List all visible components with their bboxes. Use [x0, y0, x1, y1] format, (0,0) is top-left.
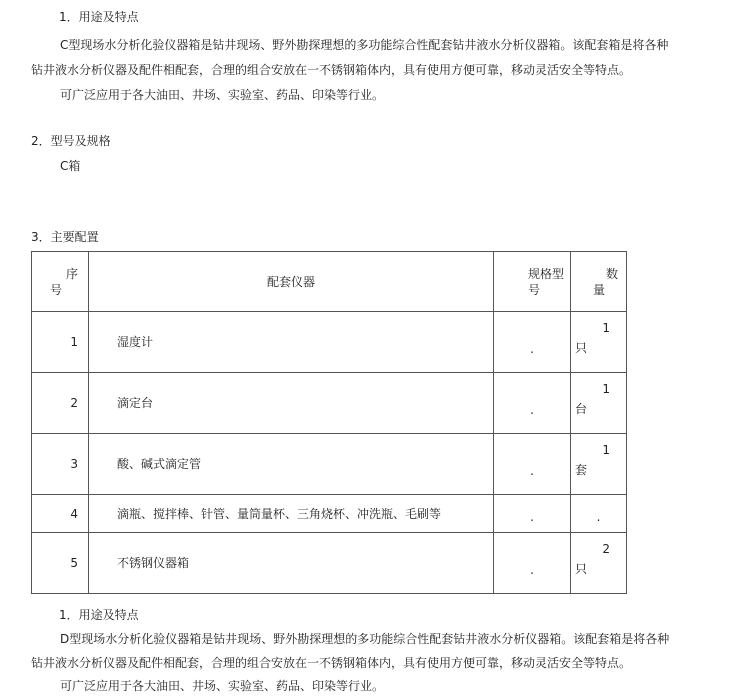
- row-spec: .: [494, 312, 571, 373]
- row-qty: [571, 434, 627, 495]
- section-2-heading: 2．型号及规格: [31, 134, 111, 148]
- row-instrument: 酸、碱式滴定管: [89, 434, 494, 495]
- row-instrument: 滴瓶、搅拌棒、针管、量筒量杯、三角烧杯、冲洗瓶、毛刷等: [89, 495, 494, 533]
- header-spec-line-1: 规格型: [527, 266, 564, 281]
- footer-paragraph-line-2: 钻井液水分析仪器及配件相配套，合理的组合安放在一不锈钢箱体内，具有使用方便可靠，移动灵活安全等特点。: [31, 656, 632, 670]
- row-seq: 4: [32, 495, 89, 533]
- row-qty-unit: 套: [575, 463, 588, 477]
- model-value: C箱: [60, 159, 81, 173]
- row-qty-number: 1: [602, 382, 610, 396]
- row-spec: .: [494, 533, 571, 594]
- table-row: [32, 533, 627, 594]
- row-qty-number: 2: [602, 542, 610, 556]
- row-qty-unit: 只: [575, 341, 588, 355]
- table-row: [32, 495, 627, 533]
- header-qty-line-2: 量: [593, 282, 606, 297]
- header-qty: [571, 252, 627, 312]
- section-1-paragraph-line-1: C型现场水分析化验仪器箱是钻井现场、野外勘探理想的多功能综合性配套钻井液水分析仪器箱。该配套箱是将各种: [60, 38, 669, 52]
- row-qty-unit: 台: [575, 402, 588, 416]
- row-qty: [571, 312, 627, 373]
- header-qty-line-1: 数: [605, 266, 618, 281]
- section-3-heading: 3．主要配置: [31, 230, 99, 244]
- row-seq: 1: [32, 312, 89, 373]
- row-qty: [571, 533, 627, 594]
- header-seq: [32, 252, 89, 312]
- row-seq: 3: [32, 434, 89, 495]
- footer-section-heading: 1．用途及特点: [59, 608, 139, 622]
- row-seq: 5: [32, 533, 89, 594]
- row-qty-unit: 只: [575, 562, 588, 576]
- row-spec: .: [494, 434, 571, 495]
- table-row: [32, 312, 627, 373]
- header-spec: [494, 252, 571, 312]
- footer-paragraph-2: 可广泛应用于各大油田、井场、实验室、药品、印染等行业。: [60, 679, 385, 693]
- row-spec: .: [494, 373, 571, 434]
- configuration-table: [31, 251, 627, 594]
- header-seq-line-2: 号: [50, 282, 63, 297]
- row-qty-number: 1: [602, 321, 610, 335]
- row-qty: .: [571, 495, 627, 533]
- row-qty-number: 1: [602, 443, 610, 457]
- row-instrument: 湿度计: [89, 312, 494, 373]
- table-row: [32, 373, 627, 434]
- footer-paragraph-line-1: D型现场水分析化验仪器箱是钻井现场、野外勘探理想的多功能综合性配套钻井液水分析仪器箱。该配套箱是将各种: [60, 632, 670, 646]
- header-spec-line-2: 号: [528, 282, 541, 297]
- table-header-row: [32, 252, 627, 312]
- table-row: [32, 434, 627, 495]
- header-instrument: 配套仪器: [89, 252, 494, 312]
- section-1-heading: 1．用途及特点: [59, 10, 139, 24]
- row-instrument: 不锈钢仪器箱: [89, 533, 494, 594]
- row-seq: 2: [32, 373, 89, 434]
- row-qty: [571, 373, 627, 434]
- section-1-paragraph-line-2: 钻井液水分析仪器及配件相配套，合理的组合安放在一不锈钢箱体内，具有使用方便可靠，移动灵活安全等特点。: [31, 63, 632, 77]
- row-spec: .: [494, 495, 571, 533]
- header-seq-line-1: 序: [65, 266, 78, 281]
- section-1-paragraph-2: 可广泛应用于各大油田、井场、实验室、药品、印染等行业。: [60, 88, 385, 102]
- row-instrument: 滴定台: [89, 373, 494, 434]
